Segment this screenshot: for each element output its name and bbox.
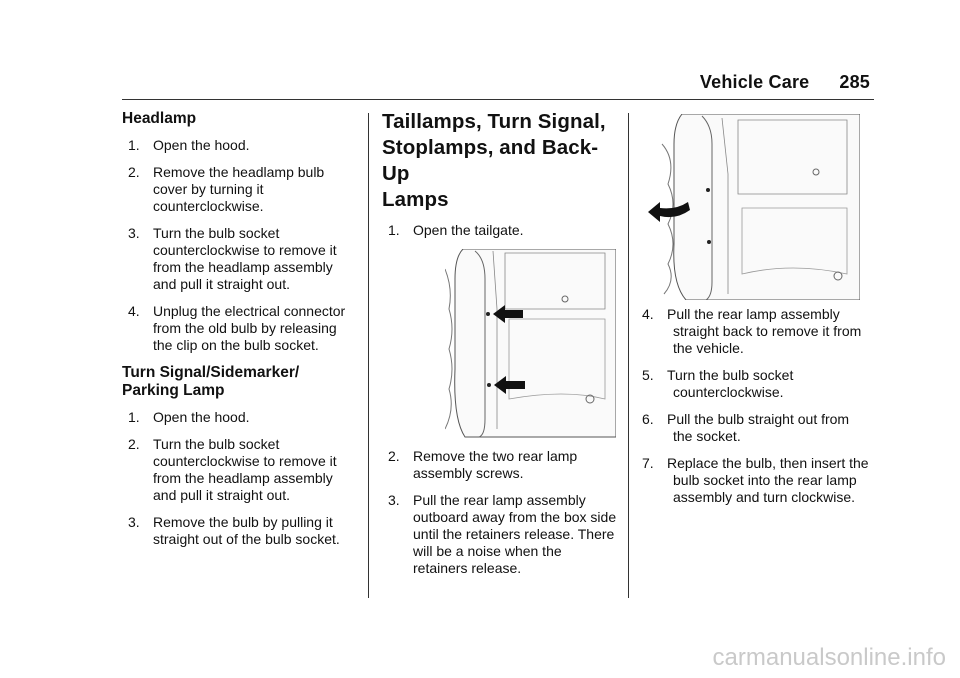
- list-item: 3. Turn the bulb socket counterclockwise to remove it from the headlamp assembly and pull it straight out.: [128, 225, 337, 292]
- turn-signal-steps: [122, 409, 357, 548]
- list-item: 3. Pull the rear lamp assembly outboard away from the box side until the retainers release. There will be a noise when the retainers release.: [388, 492, 617, 576]
- list-item: 1. Open the hood.: [128, 137, 250, 153]
- list-item: 3. Remove the bulb by pulling it straight out of the bulb socket.: [128, 514, 340, 547]
- watermark[interactable]: carmanualsonline.info: [712, 644, 946, 671]
- upper-screw: [486, 312, 490, 316]
- middle-column: [382, 109, 617, 587]
- list-item: 1. Open the hood.: [128, 409, 250, 425]
- list-item: 4. Unplug the electrical connector from the old bulb by releasing the clip on the bulb socket.: [128, 303, 346, 353]
- taillamp-step-1: [382, 222, 617, 239]
- lower-screw: [487, 383, 491, 387]
- list-item: 2. Remove the two rear lamp assembly screws.: [388, 448, 578, 481]
- section-title: Vehicle Care: [699, 72, 810, 92]
- list-item: 6. Pull the bulb straight out from the socket.: [642, 411, 850, 444]
- list-item: 2. Turn the bulb socket counterclockwise to remove it from the headlamp assembly and pull it straight out.: [128, 436, 337, 503]
- rear-lamp-removal-illustration: [642, 114, 860, 300]
- turn-signal-heading: Turn Signal/Sidemarker/ Parking Lamp: [122, 364, 300, 399]
- page-header: [700, 72, 870, 93]
- right-column: [642, 114, 872, 516]
- list-item: 4. Pull the rear lamp assembly straight back to remove it from the vehicle.: [642, 306, 862, 356]
- taillamp-steps-2-3: [382, 448, 617, 577]
- headlamp-steps: [122, 137, 357, 354]
- taillamps-heading: Taillamps, Turn Signal, Stoplamps, and Back-Up Lamps: [382, 110, 606, 211]
- list-item: 2. Remove the headlamp bulb cover by turning it counterclockwise.: [128, 164, 325, 214]
- header-rule: [122, 99, 874, 100]
- list-item: 5. Turn the bulb socket counterclockwise.: [642, 367, 794, 400]
- list-item: 1. Open the tailgate.: [388, 222, 524, 238]
- column-divider-left: [368, 113, 369, 598]
- page-number: 285: [839, 72, 870, 92]
- taillamp-steps-4-7: [642, 306, 872, 506]
- column-divider-right: [628, 113, 629, 598]
- tailgate-screws-illustration: [445, 249, 616, 439]
- left-column: [122, 110, 357, 558]
- headlamp-heading: Headlamp: [122, 110, 197, 127]
- list-item: 7. Replace the bulb, then insert the bulb socket into the rear lamp assembly and turn clockwise.: [642, 455, 869, 505]
